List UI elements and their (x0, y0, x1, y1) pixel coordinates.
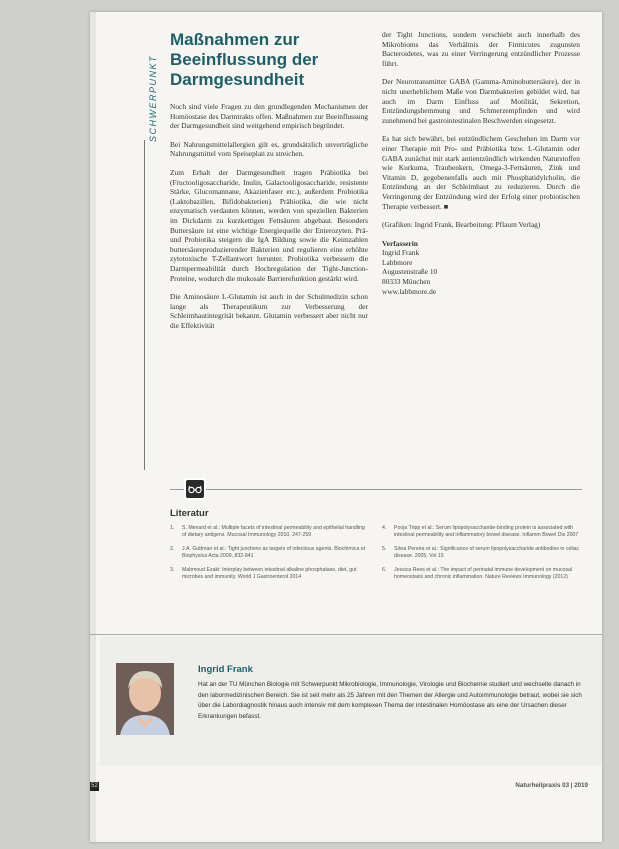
bio-name: Ingrid Frank (198, 664, 253, 675)
issue-label: Naturheilpraxis 03 | 2019 (515, 782, 588, 789)
reference-item: 3. Mahmoud Ezaki: Interplay between intestinal alkaline phosphatase, diet, gut microbes and immunity. World J Gastroenterol 2014 (170, 566, 357, 581)
reference-list-left (170, 525, 370, 587)
paragraph: Bei Nahrungsmittelallergien gilt es, grundsätzlich unverträgliche Nahrungsmittel vom Speiseplan zu streichen. (170, 139, 368, 159)
bio-divider (90, 634, 602, 635)
literature-heading: Literatur (170, 508, 209, 519)
reference-item: 2. J.A. Guttman et al.: Tight junctions as targets of infectious agents. Biochimica et Biophysica Acta 2009, 832-841 (170, 545, 366, 560)
magazine-page (90, 12, 602, 842)
section-divider (144, 140, 145, 470)
reference-list-right (382, 525, 582, 587)
page-binding-edge (90, 12, 96, 842)
author-city: 80333 München (382, 277, 431, 287)
literature-divider (170, 489, 582, 490)
bio-text: Hat an der TU München Biologie mit Schwerpunkt Mikrobiologie, Immunologie, Virologie und Biochemie studiert und wechselte danach in den labormedizinischen Bereich. Sie ist seit mehr als 25 Jahren mit den Themen der Allergie und Autoimmunologie betraut, wobei sie sich über die Labordiagnostik hinaus auch intensiv mit dem komplexen Thema der intestinalen Homöostase als eine der Ursachen dieser Erkrankungen befasst. (198, 681, 582, 720)
article-title: Maßnahmen zur Beeinflussung der Darmgesundheit (170, 30, 319, 89)
glasses-icon (184, 478, 206, 500)
article-column-left (170, 102, 368, 339)
reference-item: 5. Silvia Pereira et al.: Significance of serum lipopolysaccharide antibodies in celiac disease. 2005, Vol 15 (382, 545, 580, 560)
paragraph: Es hat sich bewährt, bei entzündlichem Geschehen im Darm vor einer Therapie mit Pro- und Präbiotika bzw. L-Glutamin oder GABA zunächst mit stark antientzündlich wirkenden Naturstoffen wie Kurkuma, Traubenkern, Omega-3-Fettsäuren, Zink und Vitamin D, gegebenenfalls auch mit Phosphatidylcholin, die Entzündung an der Schleimhaut zu reduzieren. Durch die Verringerung der Entzündung wird der Erfolg einer probiotischen Therapie verbessert. ■ (382, 134, 580, 211)
author-name: Ingrid Frank (382, 248, 420, 258)
paragraph: Der Neurotransmitter GABA (Gamma-Aminobuttersäure), der in nicht unerheblichem Maße von Darmbakterien gebildet wird, hat auch im Darm Einfluss auf Motilität, Sekretion, Entzündungshemmung und Schmerzempfinden und wird zunehmend bei gastrointestinalen Beschwerden eingesetzt. (382, 77, 580, 125)
paragraph: Zum Erhalt der Darmgesundheit tragen Präbiotika bei (Fructooligosaccharide, Inulin, Galactooligosaccharide, resistente Stärke, Glucomannane, Akazienfaser etc.), außerdem Probiotika (Laktobazillen, Bifidobakterien). Präbiotika, die wie nicht enzymatisch verdauten können, werden von speziellen Bakterien im Dickdarm zu kurzkettigen Fettsäuren abgebaut. Besonders Buttersäure ist eine wichtige Energiequelle der Enterozyten. Prä- und Probiotika steigern die IgA Bildung sowie die Keimzahlen buttersäureproduzierender Bakterien und regulieren eine erhöhte zytotoxische T-Zellantwort herunter. Probiotika verbessern die Darmpermeabilität durch Hochregulation der Tight-Junction-Proteine, wodurch die mukosale Barrierefunktion gestärkt wird. (170, 167, 368, 283)
paragraph: Noch sind viele Fragen zu den grundlegenden Mechanismen der Homöostase des Darmtrakts offen. Maßnahmen zur Beeinflussung der Darmgesundheit sind weitgehend empirisch begründet. (170, 102, 368, 131)
article-column-right (382, 30, 580, 296)
author-heading: Verfasserin (382, 238, 418, 248)
reference-item: 6. Jessica Rees et al.: The impact of perinatal immune development on mucosal homeostasis and chronic inflammation. Nature Reviews Immunology (2012) (382, 566, 573, 581)
paragraph: Die Aminosäure L-Glutamin ist auch in der Schulmedizin schon lange als Therapeutikum zur Verbesserung der Schleimhautintegrität bekannt. Glutamin verbessert aber nicht nur die Effektivität (170, 292, 368, 330)
page-number: 52 (91, 783, 98, 789)
author-organization: Labbmore (382, 257, 413, 267)
paragraph: der Tight Junctions, sondern verschiebt auch innerhalb des Mikrobioms das Verhältnis der Firmicutes zugunsten Bacteroidetes, was zu einer Verringerung entzündlicher Prozesse führt. (382, 30, 580, 68)
image-credits: (Grafiken: Ingrid Frank, Bearbeitung: Pflaum Verlag) (382, 220, 541, 230)
reference-item: 1. S. Menard et al.: Multiple facets of intestinal permeability and epithelial handling of dietary antigens. Mucosal Immunology 2010, 247-259 (170, 525, 365, 539)
author-website[interactable]: www.labbmore.de (382, 286, 437, 296)
author-photo (116, 663, 174, 735)
author-street: Augustenstraße 10 (382, 267, 438, 277)
reference-item: 4. Pooja Tripp et al.: Serum lipopolysaccharide-binding protein is associated with intestinal permeability and inflammatory bowel disease. Inflamm Bowel Dis 2007 (382, 525, 579, 539)
section-label: SCHWERPUNKT (148, 54, 158, 142)
author-address (382, 239, 580, 297)
